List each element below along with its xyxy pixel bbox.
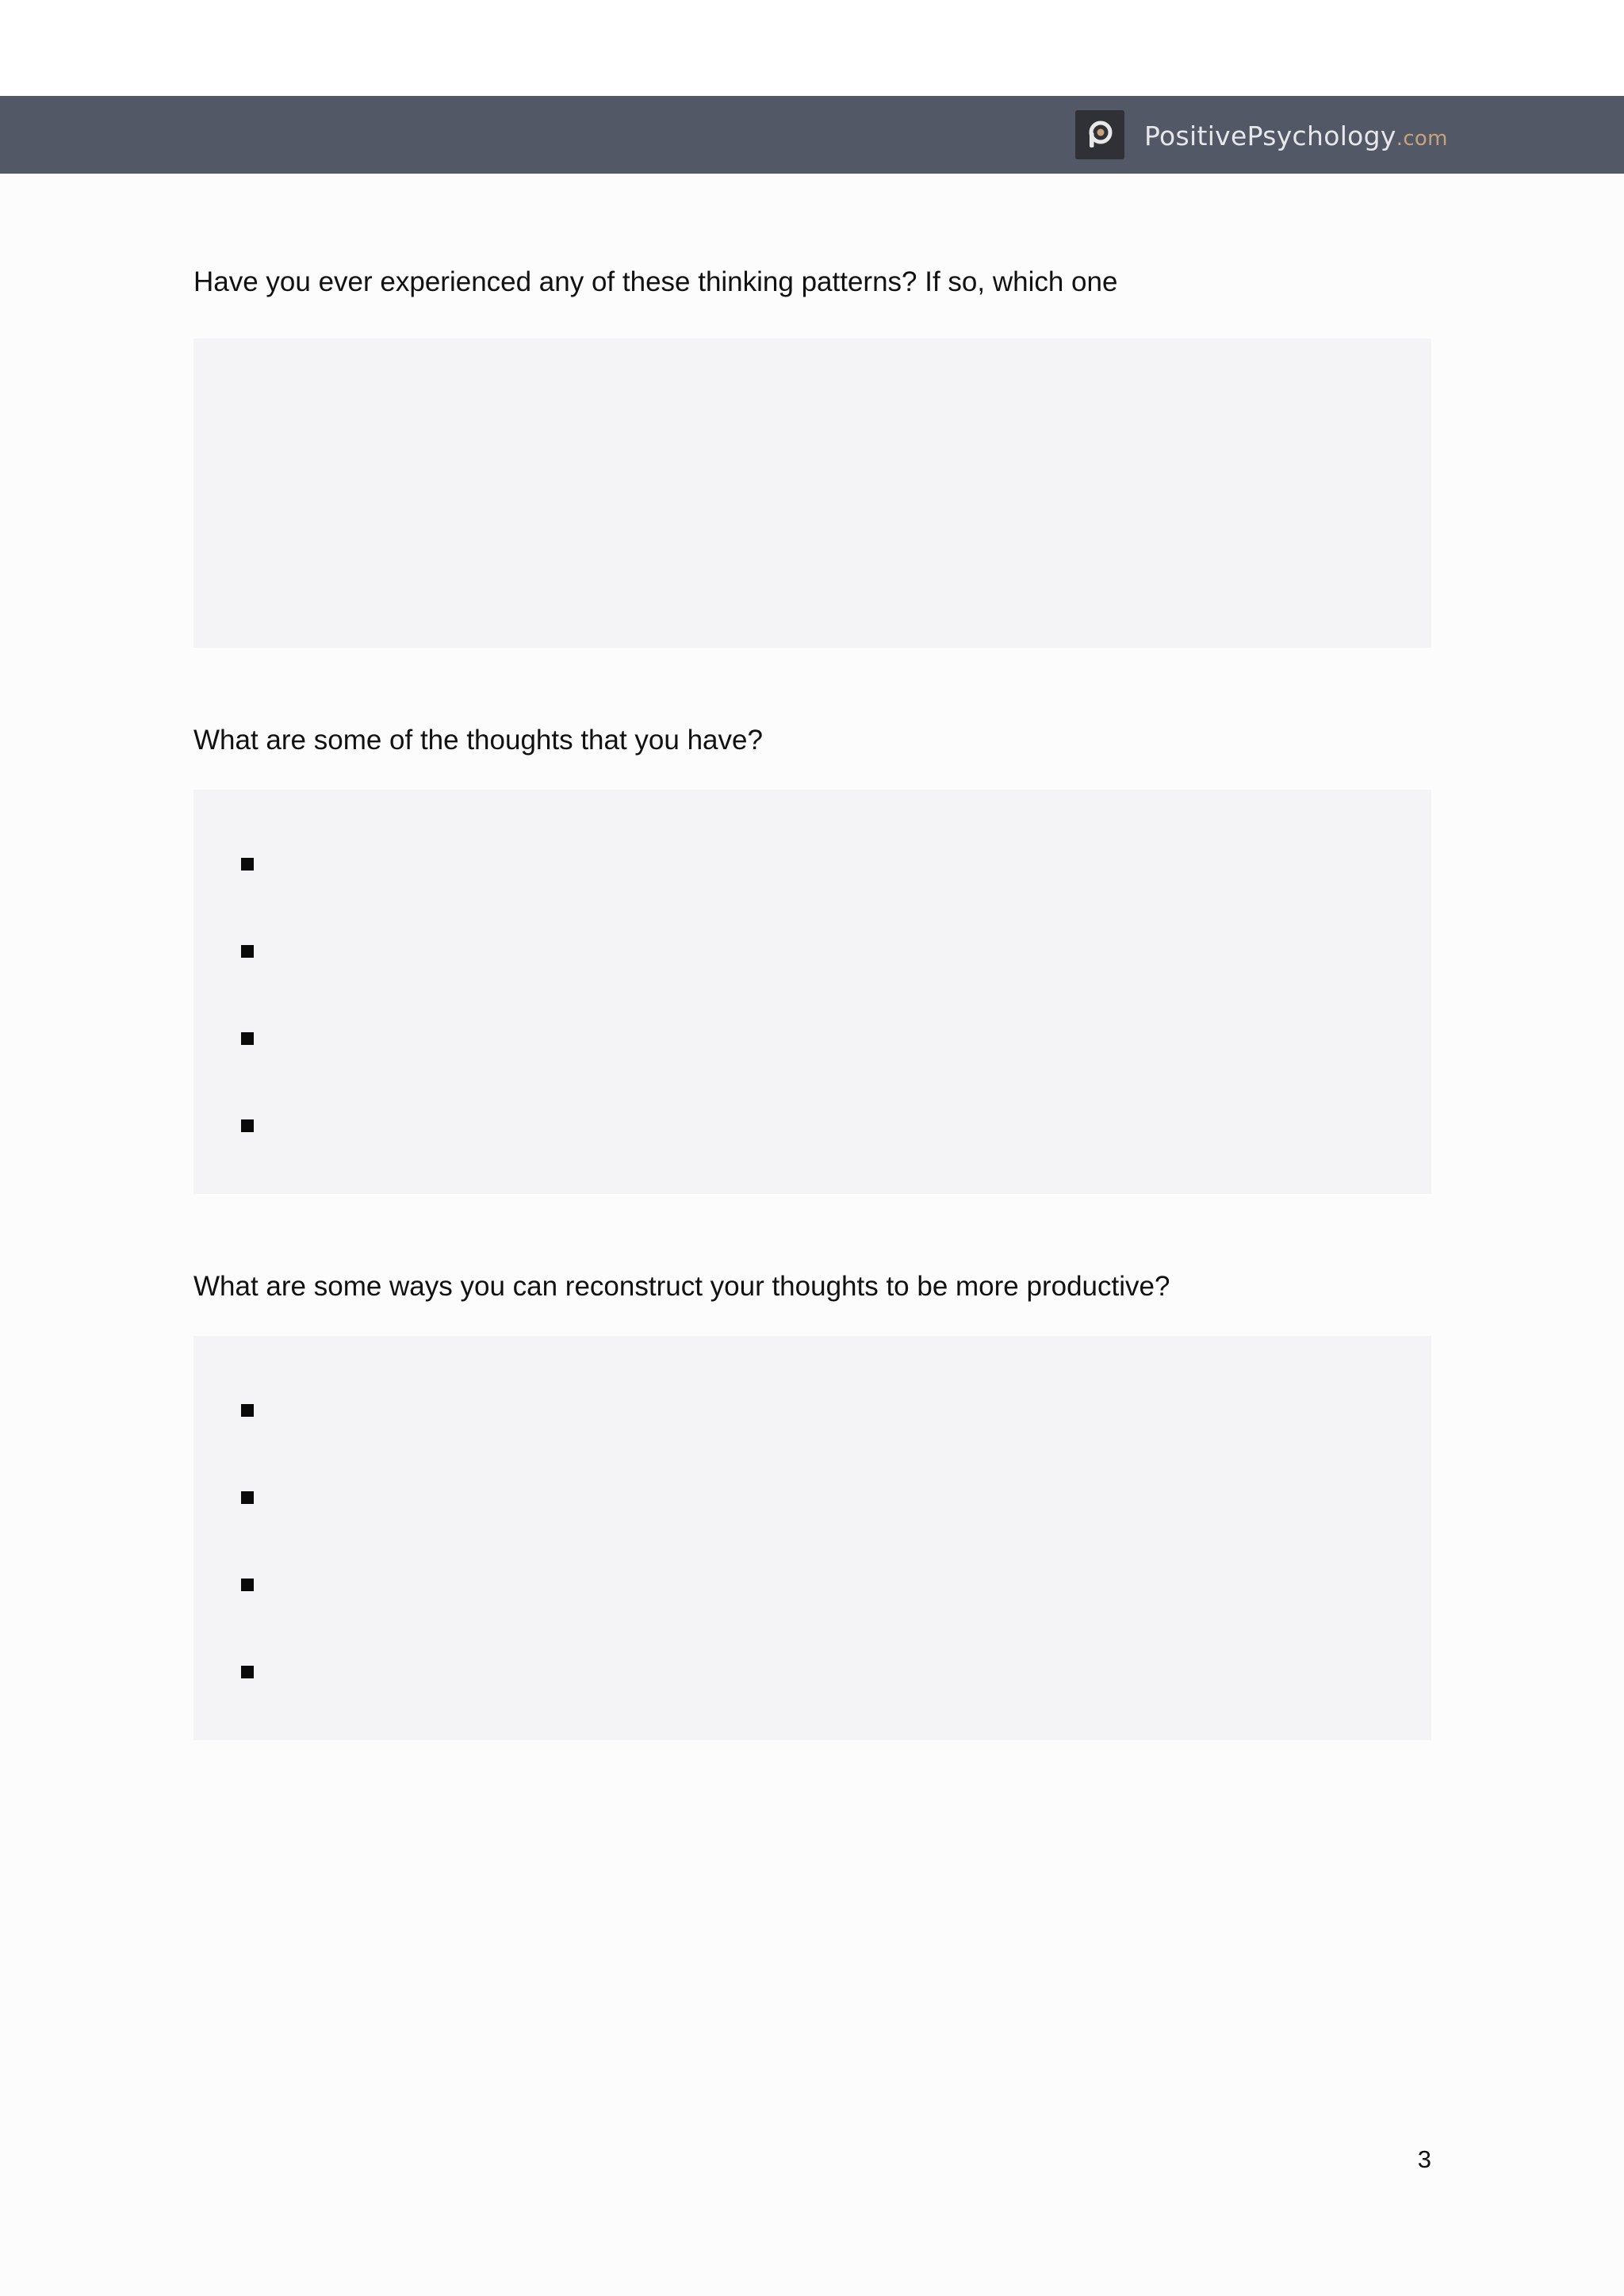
question-3: What are some ways you can reconstruct your thoughts to be more productive?: [193, 1271, 1170, 1302]
answer-box-3[interactable]: [193, 1336, 1431, 1740]
answer-box-2[interactable]: [193, 790, 1431, 1194]
question-1: Have you ever experienced any of these thinking patterns? If so, which one: [193, 266, 1118, 297]
bullet-square-icon: [241, 1578, 254, 1591]
bullet-square-icon: [241, 945, 254, 958]
positive-psychology-logo-icon: [1075, 110, 1124, 159]
brand-name-suffix: .com: [1396, 127, 1448, 151]
bullet-square-icon: [241, 1491, 254, 1504]
bullet-square-icon: [241, 1666, 254, 1678]
bullet-square-icon: [241, 1032, 254, 1045]
brand-name: [1144, 117, 1448, 155]
bullet-square-icon: [241, 1404, 254, 1417]
brand-name-main: PositivePsychology: [1144, 121, 1396, 151]
answer-box-1[interactable]: [193, 339, 1431, 648]
bullet-square-icon: [241, 1119, 254, 1132]
bullet-square-icon: [241, 858, 254, 871]
page-number: 3: [1417, 2145, 1431, 2173]
question-2: What are some of the thoughts that you have?: [193, 725, 763, 756]
